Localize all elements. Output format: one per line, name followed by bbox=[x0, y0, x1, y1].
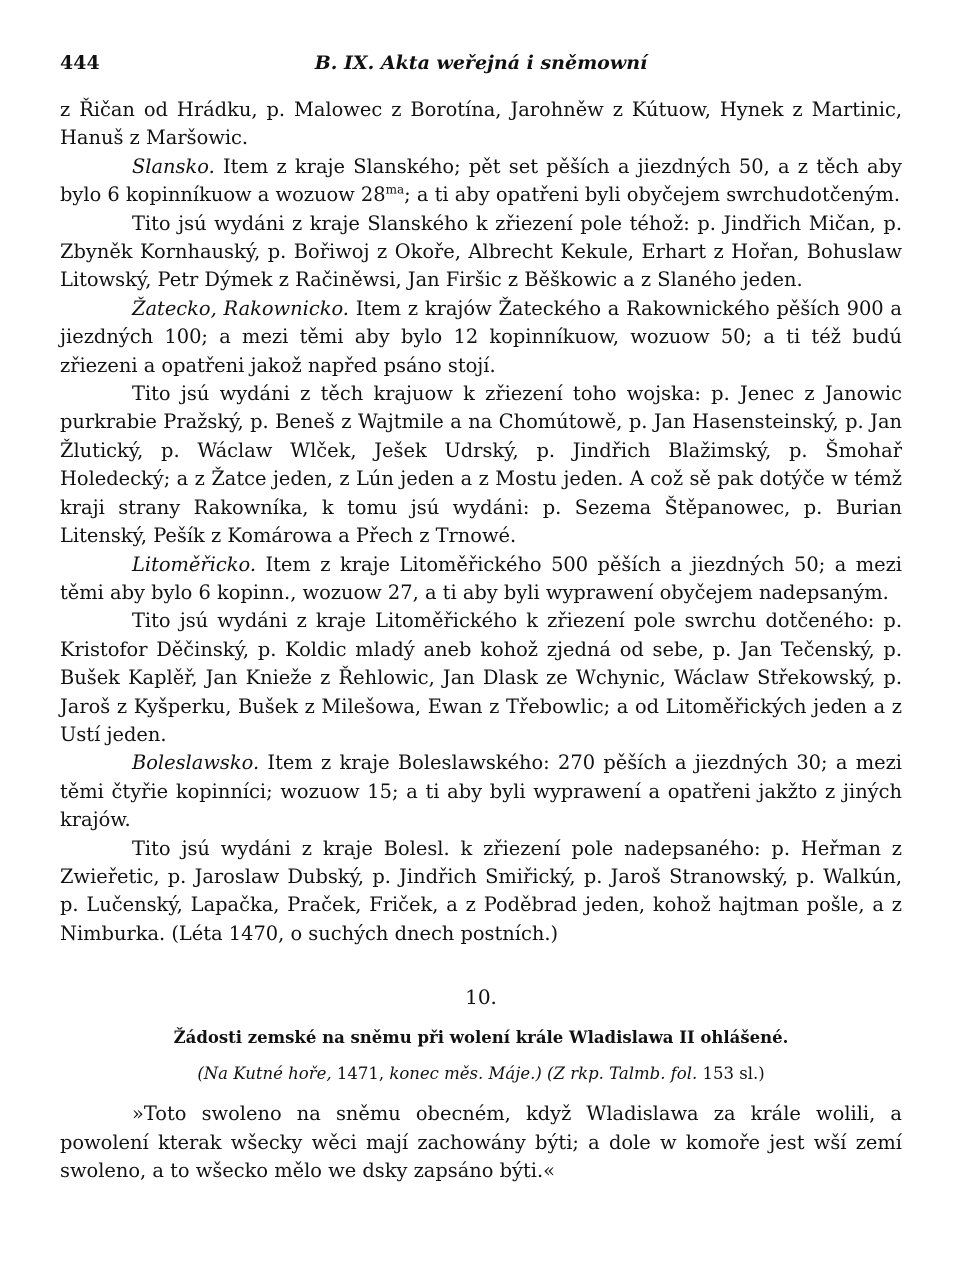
paragraph-boleslawsko bbox=[60, 749, 902, 834]
source-folio: 153 sl.) bbox=[702, 1064, 765, 1084]
running-head: B. IX. Akta weřejná i sněmowní bbox=[314, 52, 648, 74]
paragraph-text: Item z kraje Slanského; pět set pěších a jiezdných 50, a z těch aby bylo 6 kopinníkuow a wozuow 28 bbox=[60, 154, 902, 207]
source-place: (Na Kutné hoře, bbox=[197, 1064, 332, 1084]
paragraph-text: Item z kraje Boleslawského: 270 pěších a jiezdných 30; a mezi těmi čtyřie kopinníci; wozuow 15; a ti aby byli wyprawení a opatřeni jakžto z jiných krajów. bbox=[60, 751, 902, 832]
paragraph-litomericko-officers: Tito jsú wydáni z kraje Litoměřického k zřiezení pole swrchu dotčeného: p. Kristofor Děčinský, p. Koldic mladý aneb kohož zjedná od sebe, p. Jan Tečenský, p. Bušek Kaplěř, Jan Knieže z Řehlowic, Jan Dlask ze Wchynic, Wáclaw Střekowský, p. Jaroš z Kyšperku, Bušek z Milešowa, Ewan z Třebowlic; a od Litoměřických jeden a z Ustí jeden. bbox=[60, 609, 902, 746]
source-date: konec měs. Máje.) bbox=[389, 1064, 542, 1084]
body-text bbox=[60, 96, 902, 948]
source-manuscript: (Z rkp. Talmb. fol. bbox=[541, 1064, 703, 1084]
region-heading-zatecko: Žatecko, Rakownicko. bbox=[132, 296, 349, 320]
paragraph-boleslawsko-officers: Tito jsú wydáni z kraje Bolesl. k zřiezení pole nadepsaného: p. Heřman z Zwieřetic, p. Jaroslaw Dubský, p. Jindřich Smiřický, p. Jaroš Stranowský, p. Walkún, p. Lučenský, Lapačka, Praček, Friček, a z Poděbrad jeden, kohož hajtman pošle, a z Nimburka. (Léta 1470, o suchých dnech postních.) bbox=[60, 836, 902, 945]
paragraph-zatecko-officers: Tito jsú wydáni z těch krajuow k zřiezení toho wojska: p. Jenec z Janowic purkrabie Pražský, p. Beneš z Wajtmile a na Chomútowě, p. Jan Hasensteinský, p. Jan Žlutický, p. Wáclaw Wlček, Ješek Udrský, p. Jindřich Blažimský, p. Šmohař Holedecký; a z Žatce jeden, z Lún jeden a z Mostu jeden. A což sě pak dotýče w témž kraji strany Rakowníka, k tomu jsú wydáni: p. Sezema Štěpanowec, p. Burian Litenský, Pešík z Komárowa a Přech z Trnowé. bbox=[60, 382, 902, 548]
page-number: 444 bbox=[60, 52, 100, 74]
paragraph-slansko bbox=[60, 153, 902, 210]
region-heading-slansko: Slansko. bbox=[132, 154, 215, 178]
document-page bbox=[60, 52, 902, 1205]
paragraph-continuation: z Řičan od Hrádku, p. Malowec z Borotína, Jarohněw z Kútuow, Hynek z Martinic, Hanuš z Maršowic. bbox=[60, 98, 902, 150]
paragraph-text: Item z kraje Litoměřického 500 pěších a jiezdných 50; a mezi těmi aby bylo 6 kopinn., wozuow 27, a ti aby byli wyprawení obyčejem nadepsaným. bbox=[60, 552, 902, 604]
paragraph-text: ; a ti aby opatřeni byli obyčejem swrchudotčeným. bbox=[404, 183, 901, 207]
section-source bbox=[60, 1062, 902, 1086]
region-heading-litomericko: Litoměřicko. bbox=[132, 552, 256, 576]
source-year: 1471, bbox=[331, 1064, 390, 1084]
paragraph-zatecko bbox=[60, 295, 902, 380]
paragraph-text: Item z krajów Žateckého a Rakownického pěších 900 a jiezdných 100; a mezi těmi aby bylo 12 kopinníkuow, wozuow 50; a ti též budú zřiezeni a opatřeni jakož napřed psáno stojí. bbox=[60, 296, 902, 377]
section-title: Žádosti zemské na sněmu při wolení krále Wladislawa II ohlášené. bbox=[173, 1028, 789, 1048]
superscript: ma bbox=[385, 182, 405, 197]
section-number: 10. bbox=[465, 985, 497, 1010]
page-header bbox=[60, 52, 902, 86]
region-heading-boleslawsko: Boleslawsko. bbox=[132, 751, 260, 775]
paragraph-litomericko bbox=[60, 551, 902, 608]
section-quote: »Toto swoleno na sněmu obecném, když Wladislawa za krále wolili, a powolení kterak wšecky wěci mají zachowány býti; a dole w komoře jest wší zemí swoleno, a to wšecko mělo we dsky zapsáno býti.« bbox=[60, 1102, 902, 1182]
paragraph-slansko-officers: Tito jsú wydáni z kraje Slanského k zřiezení pole téhož: p. Jindřich Mičan, p. Zbyněk Kornhauský, p. Bořiwoj z Okoře, Albrecht Kekule, Erhart z Hořan, Bohuslaw Litowský, Petr Dýmek z Račiněwsi, Jan Firšic z Běškowic a z Slaného jeden. bbox=[60, 211, 902, 292]
